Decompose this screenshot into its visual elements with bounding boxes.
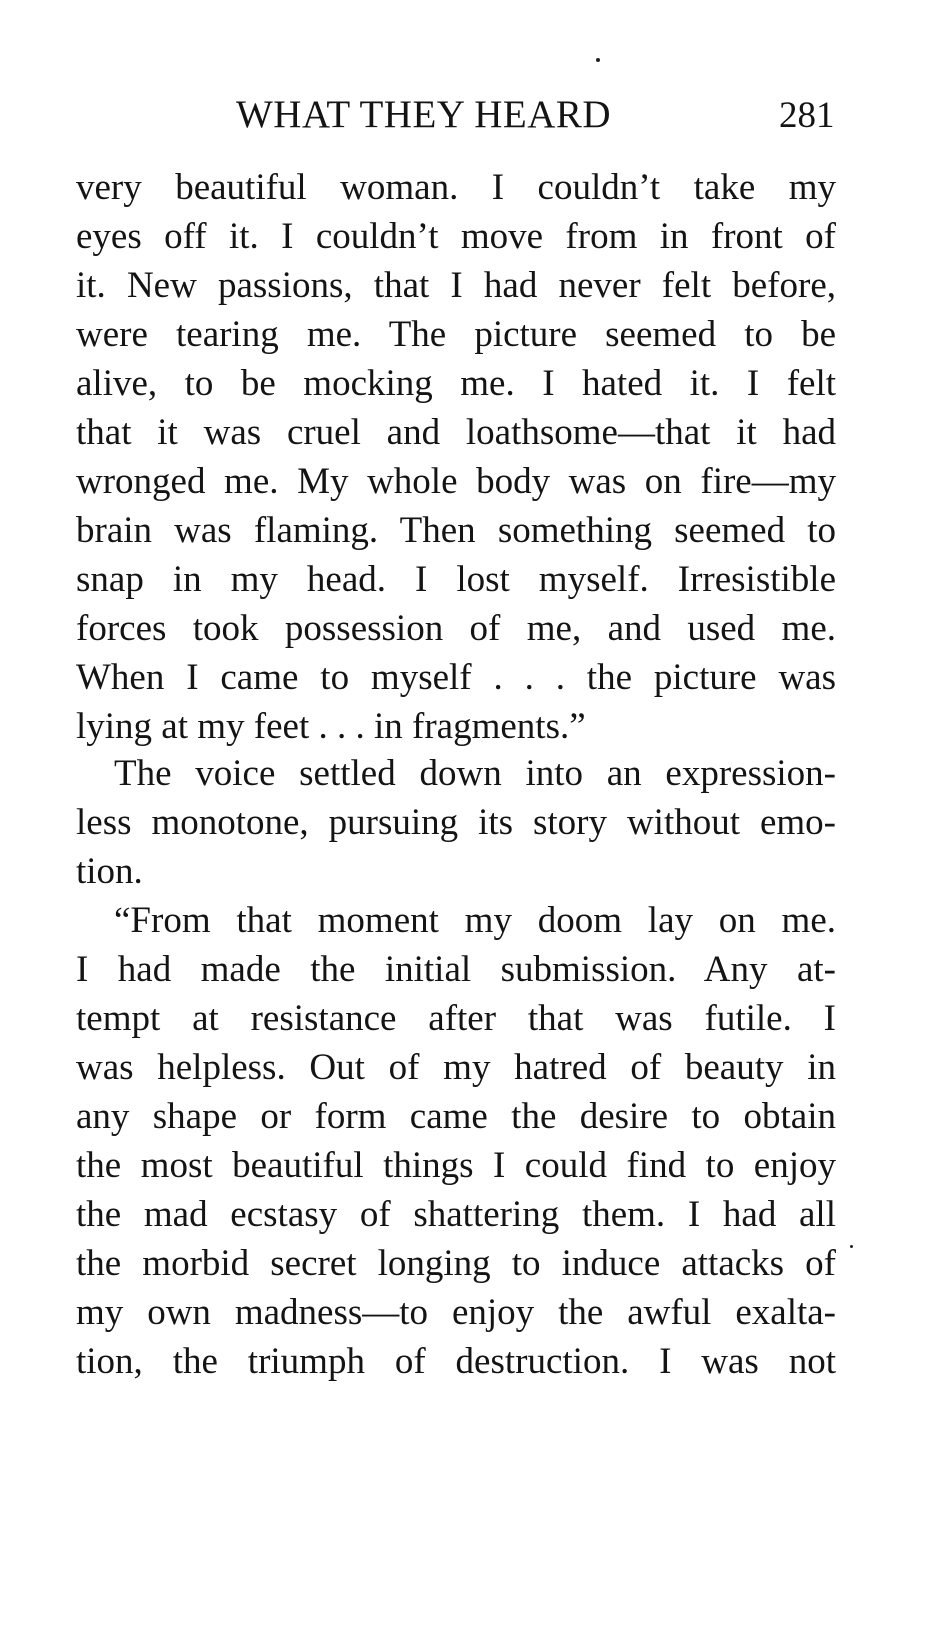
print-speck [596,58,600,62]
text-line: When I came to myself . . . the picture was [76,657,836,698]
text-line: eyes off it. I couldn’t move from in front of [76,216,836,257]
text-line: “From that moment my doom lay on me. [114,900,836,941]
text-line: that it was cruel and loathsome—that it had [76,412,836,453]
text-line: the most beautiful things I could find to enjoy [76,1145,836,1186]
text-line: tion, the triumph of destruction. I was not [76,1341,836,1382]
text-line: alive, to be mocking me. I hated it. I felt [76,363,836,404]
running-title: WHAT THEY HEARD [236,93,612,136]
text-line: lying at my feet . . . in fragments.” [76,706,586,747]
text-line: the mad ecstasy of shattering them. I had all [76,1194,836,1235]
text-line: were tearing me. The picture seemed to be [76,314,836,355]
text-line: wronged me. My whole body was on fire—my [76,461,836,502]
text-line: snap in my head. I lost myself. Irresistible [76,559,836,600]
text-line: the morbid secret longing to induce attacks of [76,1243,836,1284]
text-line: tempt at resistance after that was futile. I [76,998,836,1039]
print-speck [850,1245,853,1248]
text-line: The voice settled down into an expression- [114,753,836,794]
text-line: brain was flaming. Then something seemed to [76,510,836,551]
text-line: forces took possession of me, and used me. [76,608,836,649]
text-line: less monotone, pursuing its story without emo- [76,802,836,843]
text-line: any shape or form came the desire to obtain [76,1096,836,1137]
text-line: was helpless. Out of my hatred of beauty in [76,1047,836,1088]
text-line: I had made the initial submission. Any at- [76,949,836,990]
page-number: 281 [779,95,835,136]
paragraph-continued [76,163,836,751]
text-line: it. New passions, that I had never felt before, [76,265,836,306]
text-line: very beautiful woman. I couldn’t take my [76,167,836,208]
text-line: tion. [76,851,143,892]
text-line: my own madness—to enjoy the awful exalta- [76,1292,836,1333]
paragraph-quote [76,896,836,1386]
paragraph-narration [76,749,836,896]
